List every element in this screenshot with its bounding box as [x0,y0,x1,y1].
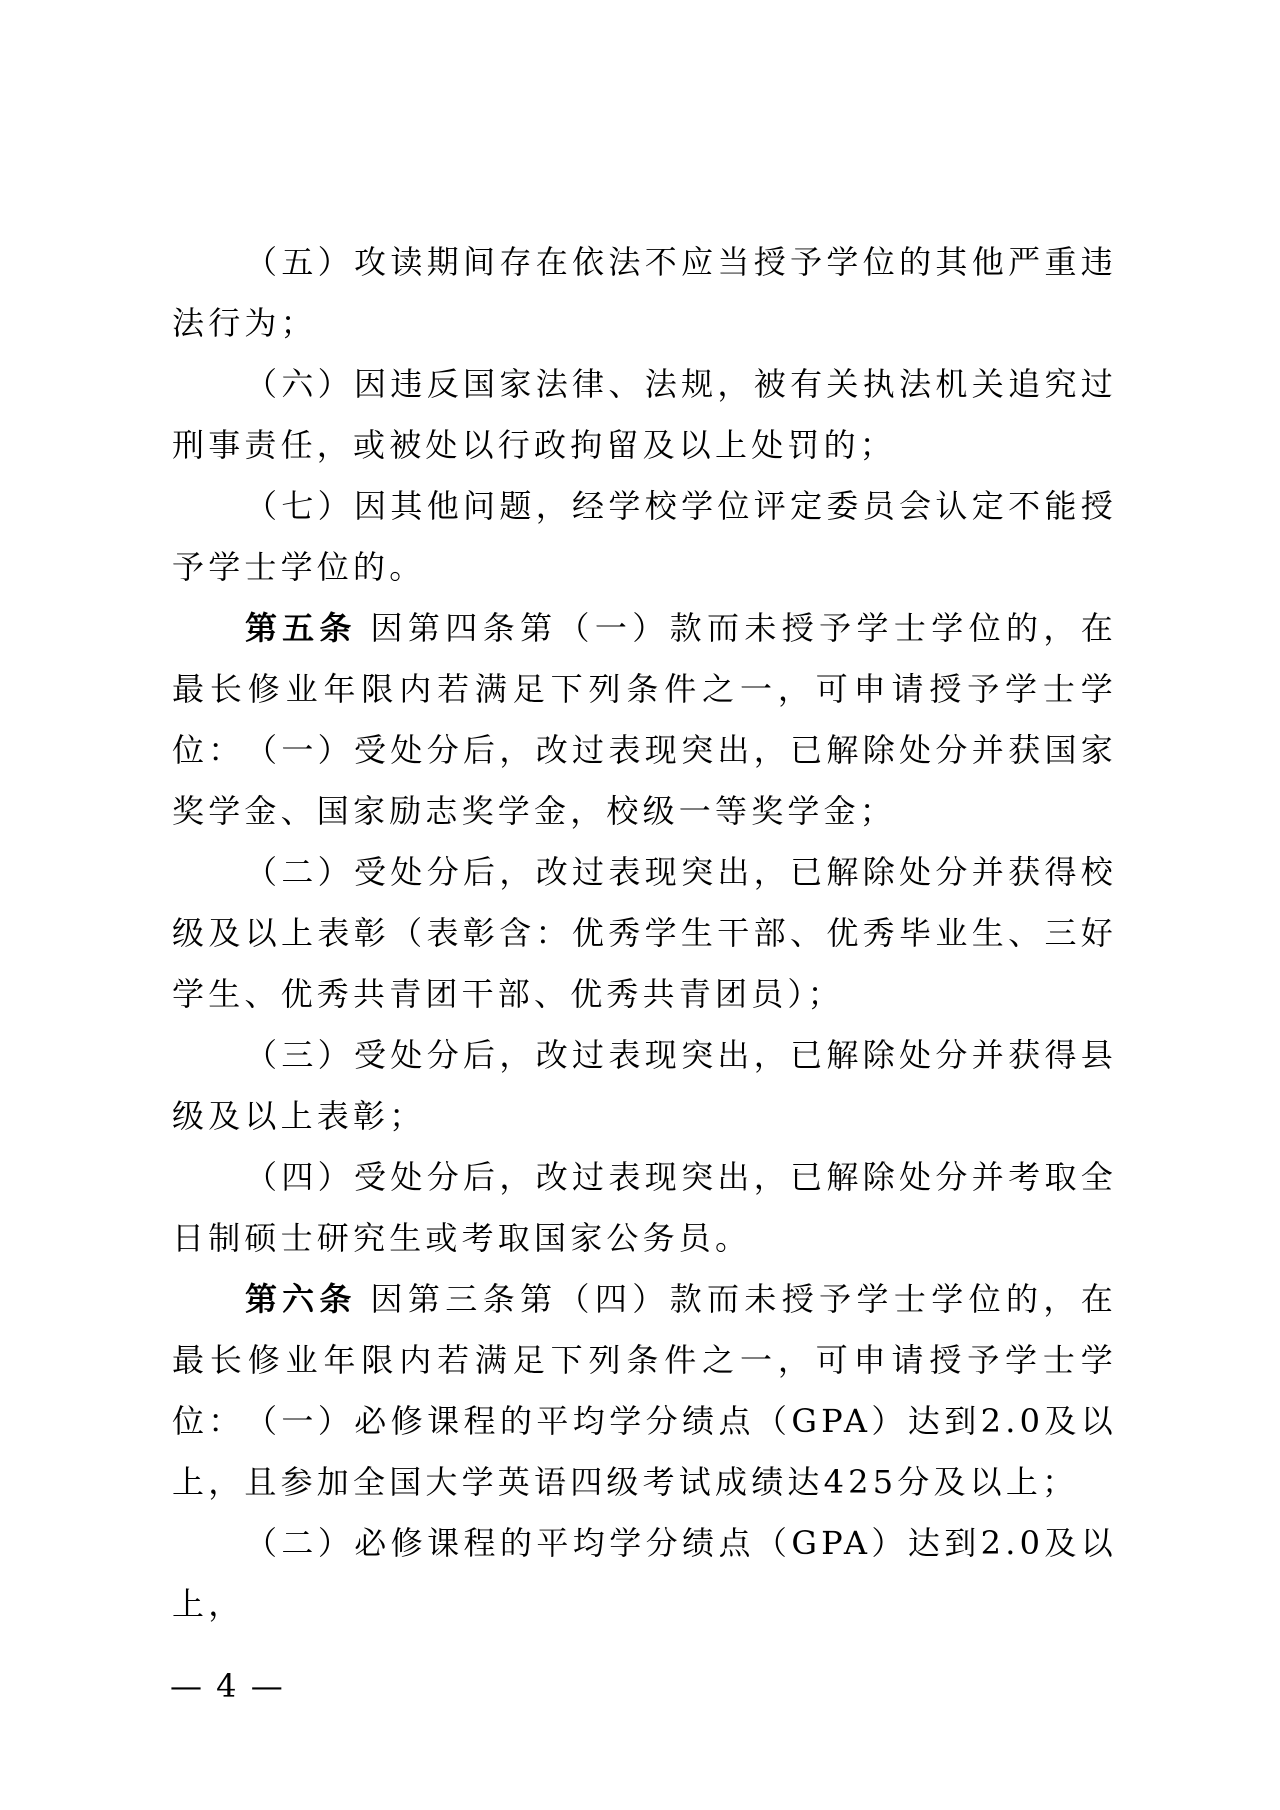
article-5-item-1 [172,720,1117,842]
article-5-item-3 [172,1025,1117,1147]
article-heading: 第六条 [245,1280,357,1318]
article-text: 因第四条第（一）款而未授予学士学位的，在最长修业年限内若满足下列条件之一，可申请授予学士学位： [172,609,1117,769]
clause-text: （一）必修课程的平均学分绩点（GPA）达到2.0及以上，且参加全国大学英语四级考试成绩达425分及以上； [172,1402,1117,1501]
article-5-item-2 [172,842,1117,1025]
clause-text: （六）因违反国家法律、法规，被有关执法机关追究过刑事责任，或被处以行政拘留及以上处罚的； [172,365,1117,464]
page-number: — 4 — [170,1667,285,1705]
clause-text: （二）受处分后，改过表现突出，已解除处分并获得校级及以上表彰（表彰含：优秀学生干部、优秀毕业生、三好学生、优秀共青团干部、优秀共青团员）； [172,853,1117,1013]
clause-item-5 [172,232,1117,354]
clause-text: （五）攻读期间存在依法不应当授予学位的其他严重违法行为； [172,243,1117,342]
article-heading: 第五条 [245,609,357,647]
article-5-item-4 [172,1147,1117,1269]
article-6-item-1 [172,1391,1117,1513]
clause-item-6 [172,354,1117,476]
clause-text: （二）必修课程的平均学分绩点（GPA）达到2.0及以上， [172,1524,1117,1623]
clause-text: （三）受处分后，改过表现突出，已解除处分并获得县级及以上表彰； [172,1036,1117,1135]
clause-item-7 [172,476,1117,598]
clause-text: （四）受处分后，改过表现突出，已解除处分并考取全日制硕士研究生或考取国家公务员。 [172,1158,1117,1257]
article-text: 因第三条第（四）款而未授予学士学位的，在最长修业年限内若满足下列条件之一，可申请授予学士学位： [172,1280,1117,1440]
article-6-item-2 [172,1513,1117,1635]
clause-text: （一）受处分后，改过表现突出，已解除处分并获国家奖学金、国家励志奖学金，校级一等奖学金； [172,731,1117,830]
clause-text: （七）因其他问题，经学校学位评定委员会认定不能授予学士学位的。 [172,487,1117,586]
